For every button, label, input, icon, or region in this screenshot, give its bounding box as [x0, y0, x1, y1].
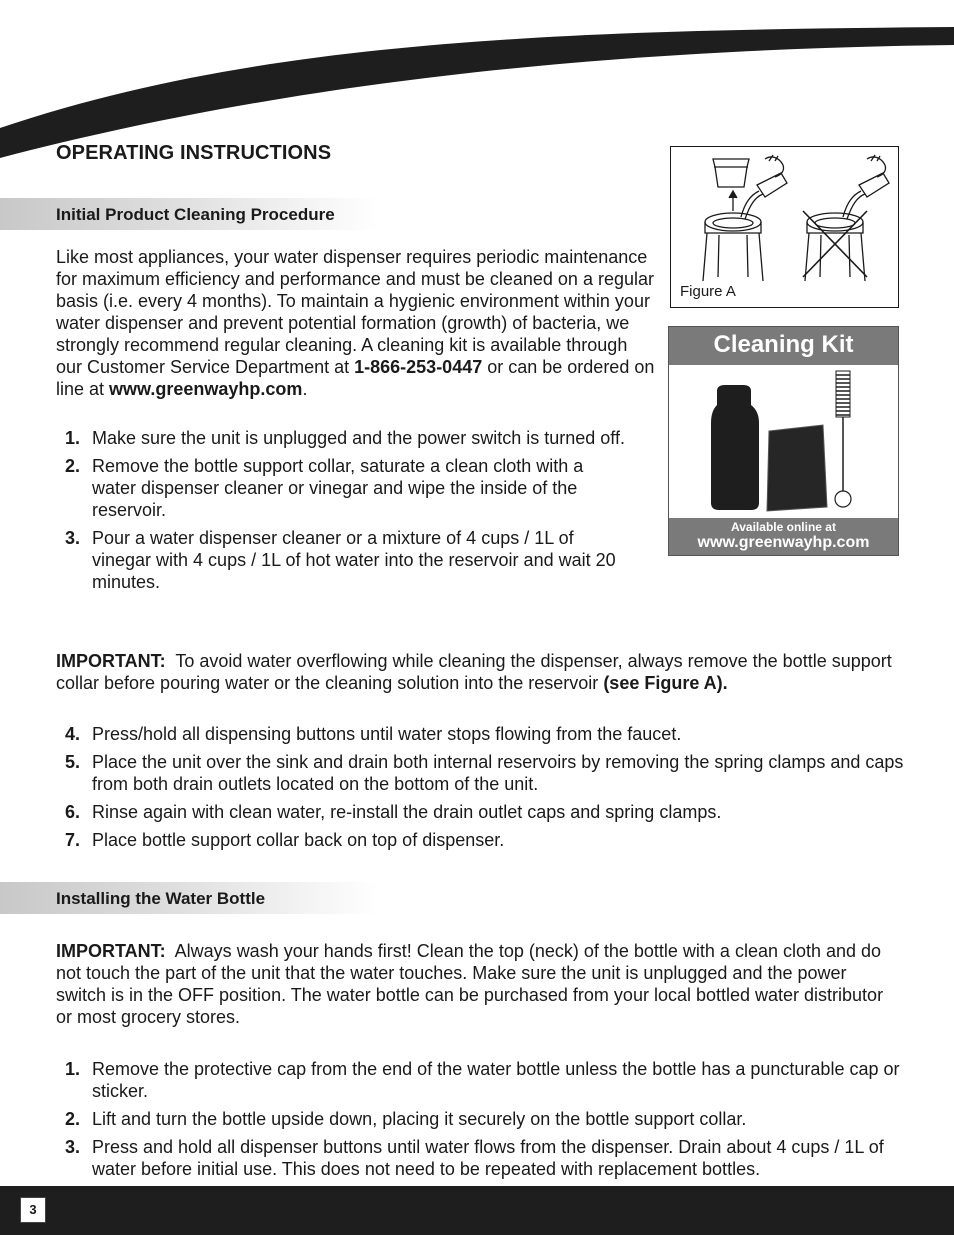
list-item	[56, 1136, 906, 1180]
list-item	[56, 723, 906, 745]
list-item	[56, 801, 906, 823]
step-text: Remove the bottle support collar, saturate a clean cloth with a water dispenser cleaner or vinegar and wipe the inside of the reservoir.	[92, 456, 584, 520]
step-text: Remove the protective cap from the end of the water bottle unless the bottle has a puncturable cap or sticker.	[92, 1059, 900, 1101]
step-number: 1.	[65, 428, 81, 448]
step-text: Press/hold all dispensing buttons until water stops flowing from the faucet.	[92, 724, 682, 744]
website-link[interactable]: www.greenwayhp.com	[109, 379, 303, 399]
important-label: IMPORTANT:	[56, 651, 166, 671]
step-number: 7.	[65, 830, 81, 850]
list-item	[56, 829, 906, 851]
important-note-cleaning	[56, 650, 896, 694]
bottle-steps-list	[56, 1058, 906, 1186]
section-heading-bottle	[0, 882, 380, 914]
step-text: Pour a water dispenser cleaner or a mixture of 4 cups / 1L of vinegar with 4 cups / 1L of hot water into the reservoir and wait 20 minutes.	[92, 528, 616, 592]
intro-text-2: or can be ordered on line at	[56, 357, 655, 399]
step-text: Place the unit over the sink and drain both internal reservoirs by removing the spring clamps and caps from both drain outlets located on the bottom of the unit.	[92, 752, 904, 794]
list-item	[56, 427, 626, 449]
figure-a	[670, 146, 899, 308]
cleaning-kit-title: Cleaning Kit	[669, 327, 898, 365]
page-number: 3	[20, 1197, 46, 1223]
list-item	[56, 1108, 906, 1130]
step-text: Rinse again with clean water, re-install the drain outlet caps and spring clamps.	[92, 802, 722, 822]
important-note-bottle	[56, 940, 896, 1028]
section-heading-label: Initial Product Cleaning Procedure	[56, 205, 335, 224]
step-number: 4.	[65, 724, 81, 744]
step-number: 6.	[65, 802, 81, 822]
important-text: Always wash your hands first! Clean the top (neck) of the bottle with a clean cloth and do not touch the part of the unit that the water touches. Make sure the unit is unplugged and the power switch is in the OFF position. The water bottle can be purchased from your local bottled water distributor or most grocery stores.	[56, 941, 884, 1027]
step-text: Press and hold all dispenser buttons until water flows from the dispenser. Drain about 4 cups / 1L of water before initial use. This does not need to be repeated with replacement bottles.	[92, 1137, 884, 1179]
phone-number: 1-866-253-0447	[354, 357, 483, 377]
list-item	[56, 527, 626, 593]
intro-text: Like most appliances, your water dispenser requires periodic maintenance for maximum efficiency and performance and must be cleaned on a regular basis (i.e. every 4 months). To maintain a hygienic environment within your water dispenser and prevent potential formation (growth) of bacteria, we strongly recommend regular cleaning. A cleaning kit is available through our Customer Service Department at	[56, 247, 654, 377]
step-text: Make sure the unit is unplugged and the power switch is turned off.	[92, 428, 625, 448]
cleaning-kit-website[interactable]: www.greenwayhp.com	[697, 534, 870, 551]
cleaning-cloth-icon	[767, 425, 827, 511]
section-heading-cleaning	[0, 198, 380, 230]
list-item	[56, 751, 906, 795]
step-number: 3.	[65, 1137, 81, 1157]
step-number: 2.	[65, 456, 81, 476]
step-number: 2.	[65, 1109, 81, 1129]
figure-reference: (see Figure A).	[603, 673, 728, 693]
step-text: Place bottle support collar back on top of dispenser.	[92, 830, 505, 850]
cleaner-bottle-icon	[711, 385, 759, 510]
list-item	[56, 455, 626, 521]
list-item	[56, 1058, 906, 1102]
important-text: To avoid water overflowing while cleaning the dispenser, always remove the bottle support collar before pouring water or the cleaning solution into the reservoir	[56, 651, 892, 693]
footer-bar	[0, 1186, 954, 1235]
section-heading-label: Installing the Water Bottle	[56, 889, 266, 908]
cleaning-kit-footer	[669, 518, 898, 555]
cleaning-kit-illustration	[669, 365, 898, 520]
step-number: 5.	[65, 752, 81, 772]
cleaning-brush-icon	[835, 371, 851, 507]
page-title: OPERATING INSTRUCTIONS	[56, 142, 332, 164]
step-number: 3.	[65, 528, 81, 548]
available-online-label: Available online at	[731, 520, 836, 534]
step-number: 1.	[65, 1059, 81, 1079]
cleaning-kit-box	[668, 326, 899, 556]
figure-a-caption: Figure A	[680, 283, 736, 300]
step-text: Lift and turn the bottle upside down, placing it securely on the bottle support collar.	[92, 1109, 747, 1129]
cleaning-intro: Like most appliances, your water dispenser requires periodic maintenance for maximum efficiency and performance and must be cleaned on a regular basis (i.e. every 4 months). To maintain a hygienic environment within your water dispenser and prevent potential formation (growth) of bacteria, we strongly recommend regular cleaning. A cleaning kit is available through our Customer Service Department at 1-866-253-0447 or can be ordered on line at www.greenwayhp.com.	[56, 247, 655, 399]
important-label: IMPORTANT:	[56, 941, 166, 961]
cleaning-steps-list-a	[56, 427, 626, 599]
cleaning-steps-list-b	[56, 723, 906, 857]
